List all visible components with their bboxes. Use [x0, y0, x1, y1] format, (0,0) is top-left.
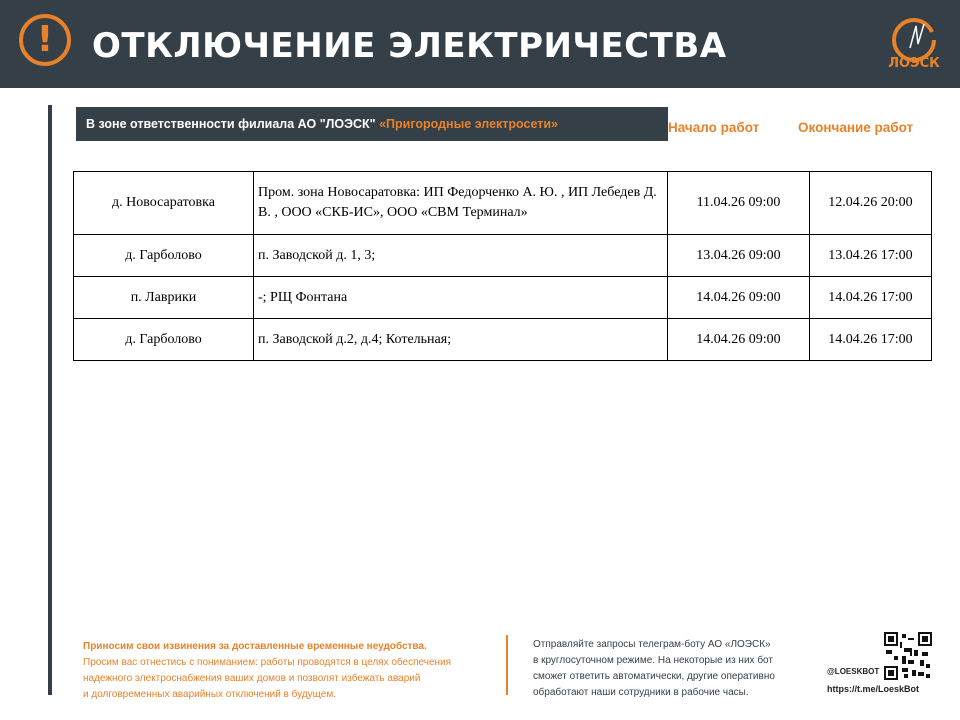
- note-line: Просим вас отнестись с пониманием: работы проводятся в целях обеспечения: [83, 657, 452, 668]
- exclamation-circle-icon: !: [19, 14, 71, 66]
- outage-table: [73, 171, 932, 361]
- logo-text: ЛОЭСК: [888, 56, 940, 71]
- settlement-cell: д. Новосаратовка: [74, 172, 254, 235]
- address-cell: Пром. зона Новосаратовка: ИП Федорченко А. Ю. , ИП Лебедев Д. В. , ООО «СКБ-ИС», ООО «СВМ Терминал»: [254, 172, 668, 235]
- end-cell: 12.04.26 20:00: [810, 172, 932, 235]
- zone-branch: «Пригородные электросети»: [379, 117, 559, 131]
- bot-info-line: обработают наши сотрудники в рабочие часы.: [533, 687, 749, 698]
- settlement-cell: д. Гарболово: [74, 319, 254, 361]
- address-cell: -; РЩ Фонтана: [254, 277, 668, 319]
- start-cell: 11.04.26 09:00: [668, 172, 810, 235]
- apology-note: [83, 639, 503, 703]
- table-row: [74, 277, 932, 319]
- settlement-cell: д. Гарболово: [74, 235, 254, 277]
- zone-prefix: В зоне ответственности филиала АО "ЛОЭСК": [86, 117, 376, 131]
- bot-info-line: сможет ответить автоматически, другие оперативно: [533, 671, 775, 682]
- end-cell: 14.04.26 17:00: [810, 277, 932, 319]
- address-cell: п. Заводской д.2, д.4; Котельная;: [254, 319, 668, 361]
- apology-line: Приносим свои извинения за доставленные временные неудобства.: [83, 641, 427, 652]
- bot-info-line: Отправляйте запросы телеграм-боту АО «ЛОЭСК»: [533, 639, 771, 650]
- start-cell: 14.04.26 09:00: [668, 277, 810, 319]
- column-header-start: Начало работ: [668, 120, 760, 135]
- start-cell: 13.04.26 09:00: [668, 235, 810, 277]
- end-cell: 13.04.26 17:00: [810, 235, 932, 277]
- table-row: [74, 172, 932, 235]
- note-line: надежного электроснабжения ваших домов и позволят избежать аварий: [83, 673, 421, 684]
- end-cell: 14.04.26 17:00: [810, 319, 932, 361]
- address-cell: п. Заводской д. 1, 3;: [254, 235, 668, 277]
- bot-info: [533, 637, 813, 701]
- table-row: [74, 319, 932, 361]
- column-header-end: Окончание работ: [798, 120, 914, 135]
- note-line: и долговременных аварийных отключений в будущем.: [83, 689, 336, 700]
- header-bar: [0, 0, 960, 88]
- bot-handle: @LOESKBOT: [827, 667, 880, 676]
- table-row: [74, 235, 932, 277]
- page-title: ОТКЛЮЧЕНИЕ ЭЛЕКТРИЧЕСТВА: [92, 26, 727, 66]
- settlement-cell: п. Лаврики: [74, 277, 254, 319]
- start-cell: 14.04.26 09:00: [668, 319, 810, 361]
- footer-divider: [506, 635, 508, 695]
- bot-info-line: в круглосуточном режиме. На некоторые из них бот: [533, 655, 773, 666]
- zone-banner: [76, 107, 668, 141]
- qr-code-icon[interactable]: [884, 632, 932, 680]
- bot-link[interactable]: https://t.me/LoeskBot: [827, 684, 920, 694]
- left-accent-line: [48, 105, 52, 695]
